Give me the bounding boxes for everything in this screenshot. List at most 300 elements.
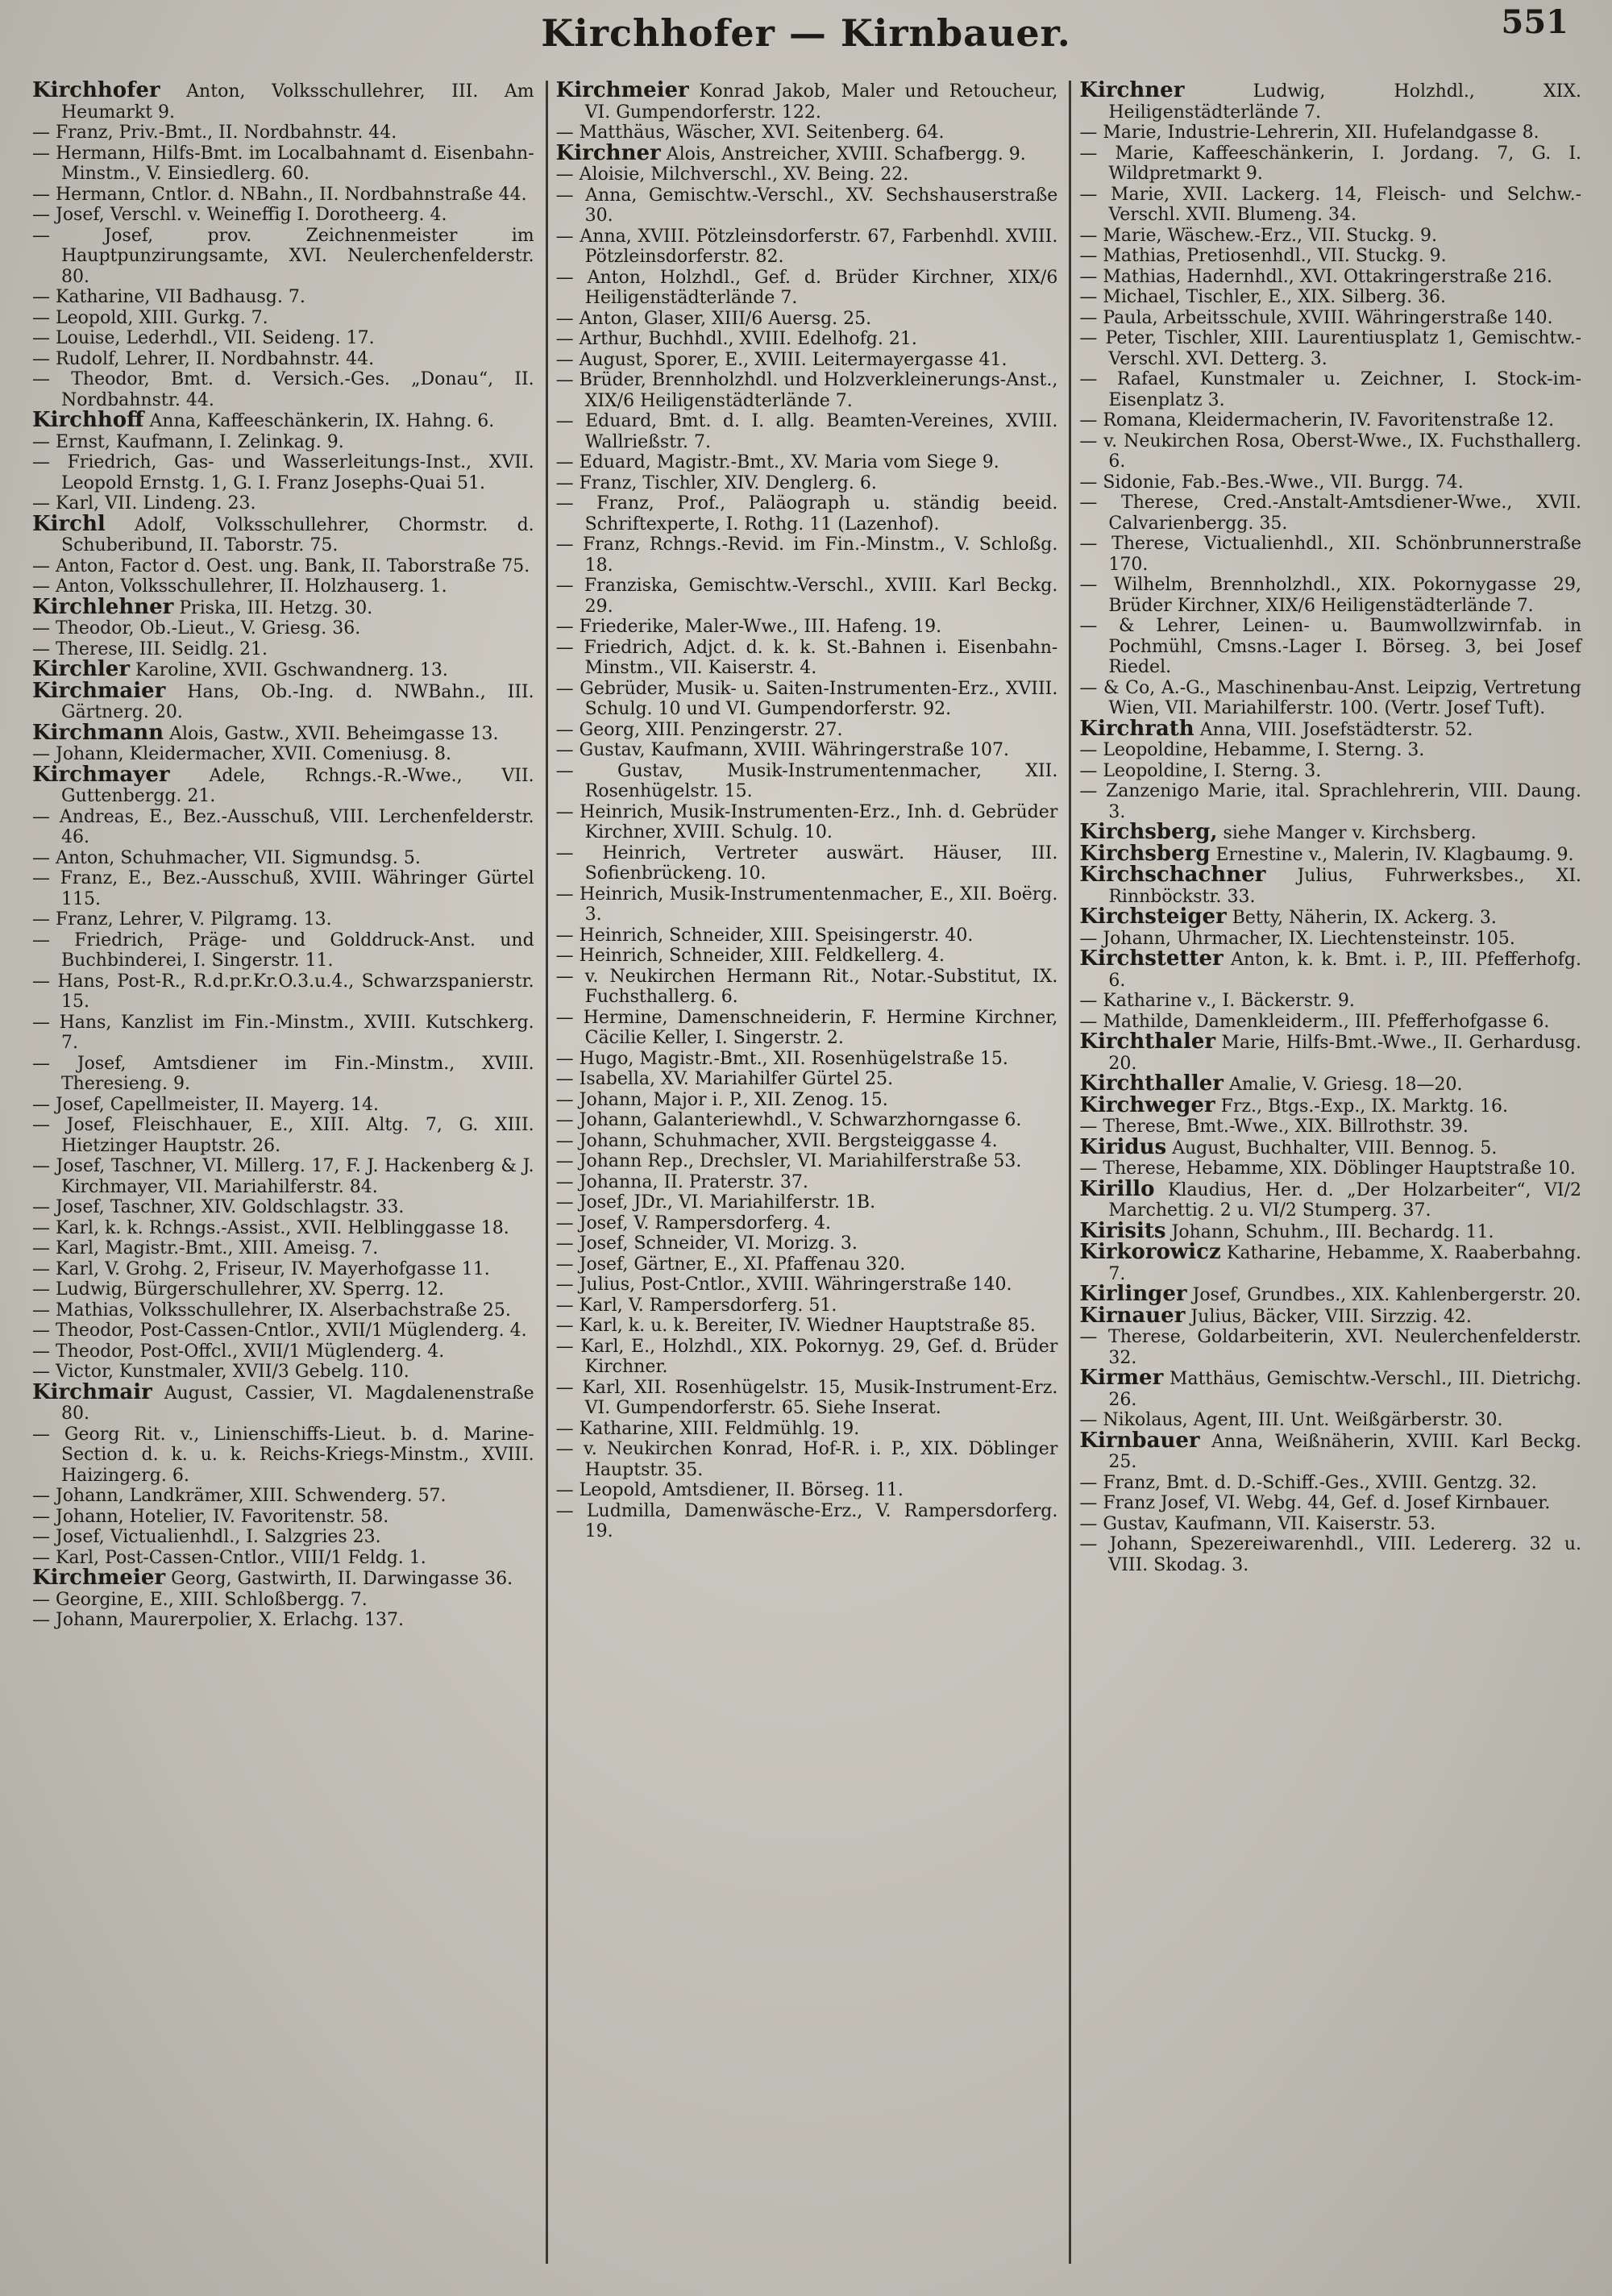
entry-text: — Rafael, Kunstmaler u. Zeichner, I. Stock-im-Eisenplatz 3. xyxy=(1079,369,1582,410)
directory-entry xyxy=(32,1115,534,1156)
directory-entry xyxy=(556,967,1058,1008)
entry-text: — Heinrich, Vertreter auswärt. Häuser, III. Sofienbrückeng. 10. xyxy=(555,842,1058,884)
entry-text: — Josef, V. Rampersdorferg. 4. xyxy=(555,1212,831,1233)
entry-text: Klaudius, Her. d. „Der Holzarbeiter“, VI/2 Marchettig. 2 u. VI/2 Stumperg. 37. xyxy=(1108,1179,1581,1221)
entry-text: — Heinrich, Schneider, XIII. Speisingerstr. 40. xyxy=(555,925,974,946)
entry-surname: Kirchweger xyxy=(1079,1092,1215,1117)
directory-entry xyxy=(32,971,534,1013)
directory-entry xyxy=(556,309,1058,330)
entry-text: — Josef, Fleischhauer, E., XIII. Altg. 7, G. XIII. Hietzinger Hauptstr. 26. xyxy=(32,1115,534,1156)
directory-entry xyxy=(556,411,1058,452)
entry-text: — Isabella, XV. Mariahilfer Gürtel 25. xyxy=(555,1069,894,1089)
directory-entry xyxy=(556,493,1058,534)
directory-entry xyxy=(1079,678,1581,719)
directory-entry xyxy=(32,349,534,370)
directory-entry xyxy=(1079,472,1581,493)
entry-text: — Katharine, XIII. Feldmühlg. 19. xyxy=(555,1418,860,1439)
entry-text: — Josef, Capellmeister, II. Mayerg. 14. xyxy=(32,1094,380,1115)
entry-text: — v. Neukirchen Hermann Rit., Notar.-Substitut, IX. Fuchsthallerg. 6. xyxy=(555,966,1058,1007)
directory-entry xyxy=(32,909,534,930)
entry-text: Adele, Rchngs.-R.-Wwe., VII. Guttenbergg. 21. xyxy=(61,765,534,806)
column-2 xyxy=(548,81,1072,2264)
entry-text: — Franz, Lehrer, V. Pilgramg. 13. xyxy=(32,909,332,930)
entry-text: — Friedrich, Gas- und Wasserleitungs-Inst., XVII. Leopold Ernstg. 1, G. I. Franz Josephs-Quai 51. xyxy=(32,452,534,493)
entry-text: — Josef, Taschner, XIV. Goldschlagstr. 33. xyxy=(32,1197,405,1217)
entry-surname: Kirchler xyxy=(32,657,131,681)
entry-surname: Kirchmeier xyxy=(555,81,689,102)
directory-entry xyxy=(32,594,534,619)
entry-text: — Anton, Glaser, XIII/6 Auersg. 25. xyxy=(555,308,872,329)
entry-text: — Karl, XII. Rosenhügelstr. 15, Musik-Instrument-Erz. VI. Gumpendorferstr. 65. Siehe Inserat. xyxy=(555,1377,1058,1418)
directory-entry xyxy=(556,164,1058,185)
entry-text: — Heinrich, Schneider, XIII. Feldkellerg. 4. xyxy=(555,946,945,966)
directory-entry xyxy=(1079,493,1581,534)
entry-text: Karoline, XVII. Gschwandnerg. 13. xyxy=(135,660,448,680)
directory-entry xyxy=(1079,308,1581,329)
entry-text: Anna, Kaffeeschänkerin, IX. Hahng. 6. xyxy=(149,411,495,431)
entry-text: — Hermine, Damenschneiderin, F. Hermine Kirchner, Cäcilie Keller, I. Singerstr. 2. xyxy=(555,1007,1058,1048)
entry-surname: Kirchl xyxy=(32,511,106,536)
directory-entry xyxy=(556,1275,1058,1296)
entry-text: Johann, Schuhm., III. Bechardg. 11. xyxy=(1171,1221,1494,1242)
entry-text: — Franz, E., Bez.-Ausschuß, XVIII. Währinger Gürtel 115. xyxy=(32,868,534,909)
entry-surname: Kirchmaier xyxy=(32,678,166,703)
entry-surname: Kirchlehner xyxy=(32,594,174,619)
entry-surname: Kirchstetter xyxy=(1079,946,1224,971)
entry-text: Julius, Fuhrwerksbes., XI. Rinnböckstr. 33. xyxy=(1108,866,1582,907)
entry-text: — Franz, Tischler, XIV. Denglerg. 6. xyxy=(555,472,877,493)
directory-entry xyxy=(32,123,534,144)
directory-entry xyxy=(32,185,534,206)
entry-text: Adolf, Volksschullehrer, Chormstr. d. Schuberibund, II. Taborstr. 75. xyxy=(61,514,534,555)
directory-entry xyxy=(556,1378,1058,1419)
directory-entry xyxy=(32,511,534,556)
directory-entry xyxy=(556,1069,1058,1090)
entry-text: — Franziska, Gemischtw.-Verschl., XVIII. Karl Beckg. 29. xyxy=(555,576,1058,617)
directory-entry xyxy=(1079,781,1581,822)
directory-entry xyxy=(556,925,1058,946)
directory-entry xyxy=(556,740,1058,761)
directory-entry xyxy=(32,1218,534,1239)
entry-text: — & Lehrer, Leinen- u. Baumwollzwirnfab. in Pochmühl, Cmsns.-Lager I. Börseg. 3, bei Josef Riedel. xyxy=(1079,616,1582,677)
directory-entry xyxy=(556,720,1058,741)
entry-surname: Kirlinger xyxy=(1079,1282,1187,1306)
entry-text: Alois, Gastw., XVII. Beheimgasse 13. xyxy=(169,723,499,744)
directory-entry xyxy=(1079,761,1581,782)
entry-text: — Mathilde, Damenkleiderm., III. Pfefferhofgasse 6. xyxy=(1079,1011,1550,1032)
directory-entry xyxy=(32,678,534,723)
directory-entry xyxy=(32,1300,534,1321)
directory-entry xyxy=(32,720,534,745)
directory-entry xyxy=(1079,431,1581,472)
directory-entry xyxy=(556,370,1058,411)
entry-text: — Theodor, Bmt. d. Versich.-Ges. „Donau“, II. Nordbahnstr. 44. xyxy=(32,369,534,410)
entry-text: — Ludmilla, Damenwäsche-Erz., V. Rampersdorferg. 19. xyxy=(555,1500,1058,1541)
directory-entry xyxy=(32,205,534,226)
directory-entry xyxy=(32,1279,534,1300)
entry-text: — Hans, Post-R., R.d.pr.Kr.O.3.u.4., Schwarzspanierstr. 15. xyxy=(32,971,534,1012)
entry-text: Ludwig, Holzhdl., XIX. Heiligenstädterlände 7. xyxy=(1108,81,1582,123)
directory-entry xyxy=(32,1238,534,1259)
entry-text: — Josef, Taschner, VI. Millerg. 17, F. J. Hackenberg & J. Kirchmayer, VII. Mariahilferstr. 84. xyxy=(32,1156,534,1197)
directory-entry xyxy=(1079,575,1581,616)
entry-text: Frz., Btgs.-Exp., IX. Marktg. 16. xyxy=(1220,1096,1509,1117)
entry-text: — Katharine, VII Badhausg. 7. xyxy=(32,287,305,307)
entry-text: Georg, Gastwirth, II. Darwingasse 36. xyxy=(171,1569,513,1589)
entry-text: Anton, k. k. Bmt. i. P., III. Pfefferhofg. 6. xyxy=(1108,950,1582,991)
directory-entry xyxy=(556,1419,1058,1440)
entry-text: — Franz, Rchngs.-Revid. im Fin.-Minstm., V. Schloßg. 18. xyxy=(555,534,1058,576)
directory-entry xyxy=(1079,1176,1581,1221)
directory-entry xyxy=(556,1316,1058,1337)
entry-text: Alois, Anstreicher, XVIII. Schafbergg. 9. xyxy=(666,144,1026,164)
column-1 xyxy=(24,81,548,2264)
entry-surname: Kirchthaler xyxy=(1079,1029,1216,1054)
directory-entry xyxy=(1079,1327,1581,1368)
directory-entry xyxy=(1079,185,1581,226)
entry-text: Betty, Näherin, IX. Ackerg. 3. xyxy=(1232,908,1497,928)
entry-text: — Johann, Kleidermacher, XVII. Comeniusg. 8. xyxy=(32,744,451,764)
entry-text: — Mathias, Pretiosenhdl., VII. Stuckg. 9. xyxy=(1079,246,1447,266)
directory-entry xyxy=(1079,1029,1582,1074)
directory-entry xyxy=(556,1172,1058,1193)
directory-entry xyxy=(556,1110,1058,1131)
entry-text: Anna, Weißnäherin, XVIII. Karl Beckg. 25. xyxy=(1108,1431,1582,1472)
directory-entry xyxy=(556,1090,1058,1111)
directory-entry xyxy=(1079,946,1582,991)
directory-entry xyxy=(556,1254,1058,1275)
entry-text: — Franz, Prof., Paläograph u. ständig beeid. Schriftexperte, I. Rothg. 11 (Lazenhof). xyxy=(555,493,1058,534)
directory-entry xyxy=(1079,1428,1582,1473)
entry-text: — Friedrich, Adjct. d. k. k. St.-Bahnen i. Eisenbahn-Minstm., VII. Kaiserstr. 4. xyxy=(555,637,1058,678)
entry-text: — Anton, Holzhdl., Gef. d. Brüder Kirchner, XIX/6 Heiligenstädterlände 7. xyxy=(555,267,1058,308)
entry-text: — v. Neukirchen Rosa, Oberst-Wwe., IX. Fuchsthallerg. 6. xyxy=(1079,430,1582,472)
directory-entry xyxy=(556,802,1058,843)
entry-text: — Sidonie, Fab.-Bes.-Wwe., VII. Burgg. 74. xyxy=(1079,472,1464,493)
entry-text: — August, Sporer, E., XVIII. Leitermayergasse 41. xyxy=(555,349,1008,370)
directory-entry xyxy=(32,1568,534,1590)
directory-entry xyxy=(32,1527,534,1548)
entry-text: — Hans, Kanzlist im Fin.-Minstm., XVIII. Kutschkerg. 7. xyxy=(32,1012,534,1053)
entry-text: — Anton, Schuhmacher, VII. Sigmundsg. 5. xyxy=(32,847,421,868)
entry-text: — Gustav, Kaufmann, XVIII. Währingerstraße 107. xyxy=(555,740,1010,760)
entry-text: Julius, Bäcker, VIII. Sirzzig. 42. xyxy=(1190,1306,1472,1327)
directory-entry xyxy=(1079,226,1581,247)
entry-text: — Gebrüder, Musik- u. Saiten-Instrumenten-Erz., XVIII. Schulg. 10 und VI. Gumpendorferstr. 92. xyxy=(555,678,1058,719)
directory-entry xyxy=(556,227,1058,268)
entry-text: — Johann Rep., Drechsler, VI. Mariahilferstraße 53. xyxy=(555,1151,1022,1171)
directory-entry xyxy=(1079,1092,1581,1117)
entry-text: — Marie, XVII. Lackerg. 14, Fleisch- und Selchw.-Verschl. XVII. Blumeng. 34. xyxy=(1079,184,1582,225)
directory-entry xyxy=(556,1213,1058,1234)
directory-entry xyxy=(556,1049,1058,1070)
entry-text: — Marie, Kaffeeschänkerin, I. Jordang. 7, G. I. Wildpretmarkt 9. xyxy=(1079,143,1582,184)
entry-surname: Kirchsteiger xyxy=(1079,905,1227,929)
entry-text: — Leopoldine, Hebamme, I. Sterng. 3. xyxy=(1079,740,1425,760)
entry-text: — Wilhelm, Brennholzhdl., XIX. Pokornygasse 29, Brüder Kirchner, XIX/6 Heiligenstädterlände 7. xyxy=(1079,575,1582,616)
entry-text: Anna, VIII. Josefstädterstr. 52. xyxy=(1199,719,1473,740)
directory-entry xyxy=(556,679,1058,720)
entry-text: — Zanzenigo Marie, ital. Sprachlehrerin, VIII. Daung. 3. xyxy=(1079,781,1582,822)
directory-entry xyxy=(1079,616,1581,678)
entry-text: — Matthäus, Wäscher, XVI. Seitenberg. 64. xyxy=(555,123,945,143)
entry-text: — Johanna, II. Praterstr. 37. xyxy=(555,1171,808,1192)
directory-entry xyxy=(32,1156,534,1197)
entry-text: — Victor, Kunstmaler, XVII/3 Gebelg. 110. xyxy=(32,1362,409,1382)
directory-entry xyxy=(1079,1534,1581,1575)
entry-text: — Franz, Priv.-Bmt., II. Nordbahnstr. 44. xyxy=(32,123,397,143)
entry-text: — Josef, Victualienhdl., I. Salzgries 23. xyxy=(32,1527,381,1547)
directory-entry xyxy=(32,1321,534,1341)
entry-text: — Karl, k. k. Rchngs.-Assist., XVII. Helblinggasse 18. xyxy=(32,1217,509,1238)
entry-surname: Kirnbauer xyxy=(1079,1428,1200,1453)
directory-entry xyxy=(1079,716,1581,741)
entry-text: — Karl, Magistr.-Bmt., XIII. Ameisg. 7. xyxy=(32,1238,379,1258)
entry-text: — Romana, Kleidermacherin, IV. Favoritenstraße 12. xyxy=(1079,410,1555,430)
entry-text: Amalie, V. Griesg. 18—20. xyxy=(1229,1075,1463,1095)
directory-entry xyxy=(1079,740,1581,761)
directory-entry xyxy=(556,576,1058,617)
directory-entry xyxy=(32,452,534,493)
entry-text: — Therese, Cred.-Anstalt-Amtsdiener-Wwe., XVII. Calvarienbergg. 35. xyxy=(1079,493,1582,534)
entry-text: — Therese, Hebamme, XIX. Döblinger Hauptstraße 10. xyxy=(1079,1158,1576,1179)
entry-surname: Kirchner xyxy=(555,140,661,165)
directory-entry xyxy=(556,1233,1058,1254)
entry-text: — Georgine, E., XIII. Schloßbergg. 7. xyxy=(32,1589,368,1610)
entry-text: — Theodor, Ob.-Lieut., V. Griesg. 36. xyxy=(32,618,361,638)
entry-text: — Johann, Schuhmacher, XVII. Bergsteiggasse 4. xyxy=(555,1130,998,1151)
entry-surname: Kirmer xyxy=(1079,1366,1164,1390)
entry-text: — Ludwig, Bürgerschullehrer, XV. Sperrg. 12. xyxy=(32,1279,445,1300)
directory-entry xyxy=(32,308,534,329)
directory-entry xyxy=(32,848,534,869)
directory-entry xyxy=(1079,1158,1581,1179)
entry-surname: Kirchmayer xyxy=(32,762,170,787)
entry-surname: Kirnauer xyxy=(1079,1303,1186,1328)
directory-entry xyxy=(32,930,534,971)
entry-text: — Therese, III. Seidlg. 21. xyxy=(32,638,268,659)
entry-text: — Georg, XIII. Penzingerstr. 27. xyxy=(555,719,843,740)
directory-entry xyxy=(1079,1514,1581,1535)
directory-entry xyxy=(1079,991,1581,1012)
entry-text: — Leopold, XIII. Gurkg. 7. xyxy=(32,307,268,328)
entry-text: — Heinrich, Musik-Instrumenten-Erz., Inh. d. Gebrüder Kirchner, XVIII. Schulg. 10. xyxy=(555,801,1058,842)
entry-surname: Kirchmair xyxy=(32,1379,152,1404)
entry-text: — Josef, JDr., VI. Mariahilferstr. 1B. xyxy=(555,1192,876,1212)
directory-entry xyxy=(1079,410,1581,431)
directory-entry xyxy=(32,226,534,288)
entry-text: — Anna, XVIII. Pötzleinsdorferstr. 67, Farbenhdl. XVIII. Pötzleinsdorferstr. 82. xyxy=(555,226,1058,267)
entry-surname: Kirisits xyxy=(1079,1218,1166,1243)
entry-text: — Mathias, Volksschullehrer, IX. Alserbachstraße 25. xyxy=(32,1300,511,1321)
entry-text: — Anton, Volksschullehrer, II. Holzhauserg. 1. xyxy=(32,576,447,597)
entry-text: — Eduard, Bmt. d. I. allg. Beamten-Vereines, XVIII. Wallrießstr. 7. xyxy=(555,411,1058,452)
directory-entry xyxy=(32,1095,534,1116)
entry-text: siehe Manger v. Kirchsberg. xyxy=(1223,823,1477,843)
directory-entry xyxy=(556,1439,1058,1480)
entry-surname: Kirchschachner xyxy=(1079,863,1266,887)
entry-text: — Josef, Schneider, VI. Morizg. 3. xyxy=(555,1233,858,1254)
entry-text: Ernestine v., Malerin, IV. Klagbaumg. 9. xyxy=(1215,844,1574,865)
entry-text: Marie, Hilfs-Bmt.-Wwe., II. Gerhardusg. 20. xyxy=(1108,1033,1582,1074)
entry-surname: Kirchhoff xyxy=(32,408,144,432)
directory-entry xyxy=(556,81,1058,123)
entry-text: — Johann, Landkrämer, XIII. Schwenderg. 57. xyxy=(32,1486,447,1506)
directory-entry xyxy=(1079,865,1581,907)
directory-entry xyxy=(556,185,1058,227)
directory-entry xyxy=(32,1507,534,1528)
entry-text: — & Co, A.-G., Maschinenbau-Anst. Leipzig, Vertretung Wien, VII. Mariahilferstr. 100. (Vertr. Josef Tuft). xyxy=(1079,677,1582,718)
directory-entry xyxy=(32,556,534,577)
entry-text: — Katharine v., I. Bäckerstr. 9. xyxy=(1079,991,1355,1011)
directory-entry xyxy=(32,1054,534,1095)
directory-entry xyxy=(1079,267,1581,288)
directory-entry xyxy=(556,638,1058,679)
directory-entry xyxy=(1079,1493,1581,1514)
entry-surname: Kirchsberg xyxy=(1079,841,1211,866)
entry-text: — Karl, V. Grohg. 2, Friseur, IV. Mayerhofgasse 11. xyxy=(32,1258,490,1279)
entry-text: — Friederike, Maler-Wwe., III. Hafeng. 19. xyxy=(555,617,942,637)
page-header xyxy=(24,0,1588,81)
entry-text: — Hermann, Cntlor. d. NBahn., II. Nordbahnstraße 44. xyxy=(32,184,527,205)
directory-entry xyxy=(32,1486,534,1507)
entry-text: — Ernst, Kaufmann, I. Zelinkag. 9. xyxy=(32,431,344,452)
directory-entry xyxy=(32,1379,534,1425)
directory-entry xyxy=(1079,1134,1581,1159)
directory-entry xyxy=(32,287,534,308)
entry-text: — Karl, VII. Lindeng. 23. xyxy=(32,493,256,514)
directory-entry xyxy=(556,1296,1058,1316)
directory-entry xyxy=(1079,123,1581,144)
directory-columns xyxy=(24,81,1593,2264)
entry-text: — Karl, k. u. k. Bereiter, IV. Wiedner Hauptstraße 85. xyxy=(555,1316,1036,1336)
directory-entry xyxy=(556,1151,1058,1172)
directory-entry xyxy=(1079,81,1581,123)
directory-entry xyxy=(32,807,534,848)
directory-entry xyxy=(1079,1473,1581,1494)
directory-entry xyxy=(1079,1242,1581,1284)
entry-text: — Aloisie, Milchverschl., XV. Being. 22. xyxy=(555,164,909,185)
entry-text: — Therese, Goldarbeiterin, XVI. Neulerchenfelderstr. 32. xyxy=(1079,1327,1582,1368)
entry-text: — Nikolaus, Agent, III. Unt. Weißgärberstr. 30. xyxy=(1079,1410,1503,1430)
directory-entry xyxy=(32,868,534,909)
directory-entry xyxy=(1079,907,1581,929)
directory-entry xyxy=(32,1590,534,1611)
entry-text: — Leopold, Amtsdiener, II. Börseg. 11. xyxy=(555,1480,904,1500)
entry-text: — Johann, Spezereiwarenhdl., VIII. Ledererg. 32 u. VIII. Skodag. 3. xyxy=(1079,1534,1582,1575)
directory-entry xyxy=(1079,144,1581,185)
directory-entry xyxy=(556,268,1058,309)
entry-text: — Karl, V. Rampersdorferg. 51. xyxy=(555,1295,837,1316)
directory-entry xyxy=(556,1501,1058,1542)
running-head: Kirchhofer — Kirnbauer. xyxy=(541,11,1071,55)
entry-text: — Theodor, Post-Offcl., XVII/1 Müglenderg. 4. xyxy=(32,1341,445,1362)
entry-text: — Franz, Bmt. d. D.-Schiff.-Ges., XVIII. Gentzg. 32. xyxy=(1079,1472,1537,1493)
entry-text: — Johann, Hotelier, IV. Favoritenstr. 58. xyxy=(32,1506,389,1527)
directory-entry xyxy=(556,1008,1058,1049)
directory-entry xyxy=(556,946,1058,967)
directory-entry xyxy=(32,618,534,639)
directory-entry xyxy=(32,81,534,123)
entry-text: — Josef, prov. Zeichnenmeister im Hauptpunzirungsamte, XVI. Neulerchenfelderstr. 80. xyxy=(32,225,534,287)
directory-entry xyxy=(556,329,1058,350)
entry-text: Konrad Jakob, Maler und Retoucheur, VI. Gumpendorferstr. 122. xyxy=(584,81,1058,123)
entry-text: — Theodor, Post-Cassen-Cntlor., XVII/1 Müglenderg. 4. xyxy=(32,1321,527,1341)
directory-entry xyxy=(556,534,1058,576)
entry-surname: Kirillo xyxy=(1079,1176,1155,1201)
entry-text: — Franz Josef, VI. Webg. 44, Gef. d. Josef Kirnbauer. xyxy=(1079,1493,1551,1513)
directory-entry xyxy=(556,1131,1058,1152)
directory-entry xyxy=(1079,1368,1581,1410)
entry-text: — Josef, Amtsdiener im Fin.-Minstm., XVIII. Theresieng. 9. xyxy=(32,1053,534,1094)
directory-entry xyxy=(32,1610,534,1631)
directory-entry xyxy=(32,1197,534,1218)
directory-entry xyxy=(32,369,534,410)
entry-text: Hans, Ob.-Ing. d. NWBahn., III. Gärtnerg. 20. xyxy=(61,681,534,722)
entry-text: — Brüder, Brennholzhdl. und Holzverkleinerungs-Anst., XIX/6 Heiligenstädterlände 7. xyxy=(555,370,1058,411)
entry-surname: Kirchmann xyxy=(32,720,164,745)
entry-text: — Andreas, E., Bez.-Ausschuß, VIII. Lerchenfelderstr. 46. xyxy=(32,806,534,847)
entry-text: — Gustav, Kaufmann, VII. Kaiserstr. 53. xyxy=(1079,1513,1436,1534)
entry-surname: Kirchner xyxy=(1079,81,1185,102)
entry-text: — Johann, Uhrmacher, IX. Liechtensteinstr. 105. xyxy=(1079,928,1515,949)
directory-entry xyxy=(1079,328,1581,369)
directory-entry xyxy=(1079,287,1581,308)
directory-entry xyxy=(556,761,1058,802)
entry-text: — Heinrich, Musik-Instrumentenmacher, E., XII. Boërg. 3. xyxy=(555,884,1058,925)
entry-text: August, Buchhalter, VIII. Bennog. 5. xyxy=(1172,1138,1498,1158)
directory-entry xyxy=(1079,1303,1581,1328)
entry-text: Anton, Volksschullehrer, III. Am Heumarkt 9. xyxy=(61,81,534,123)
entry-text: — Therese, Bmt.-Wwe., XIX. Billrothstr. 39. xyxy=(1079,1117,1469,1137)
directory-entry xyxy=(556,617,1058,638)
directory-entry xyxy=(556,843,1058,884)
directory-entry xyxy=(556,1337,1058,1378)
directory-entry xyxy=(32,432,534,453)
directory-entry xyxy=(556,473,1058,494)
entry-text: — Mathias, Hadernhdl., XVI. Ottakringerstraße 216. xyxy=(1079,266,1552,287)
entry-text: — Leopoldine, I. Sterng. 3. xyxy=(1079,760,1322,781)
directory-entry xyxy=(556,452,1058,473)
entry-surname: Kirchrath xyxy=(1079,716,1194,741)
entry-surname: Kirchthaller xyxy=(1079,1071,1224,1096)
entry-surname: Kirchsberg, xyxy=(1079,820,1218,844)
entry-text: — Johann, Maurerpolier, X. Erlachg. 137. xyxy=(32,1610,404,1630)
entry-text: — Anna, Gemischtw.-Verschl., XV. Sechshauserstraße 30. xyxy=(555,185,1058,226)
directory-entry xyxy=(1079,369,1581,410)
entry-text: — Gustav, Musik-Instrumentenmacher, XII. Rosenhügelstr. 15. xyxy=(555,760,1058,801)
entry-text: — Josef, Gärtner, E., XI. Pfaffenau 320. xyxy=(555,1254,906,1275)
entry-text: — Josef, Verschl. v. Weineffig I. Dorotheerg. 4. xyxy=(32,205,447,225)
entry-text: — Arthur, Buchhdl., XVIII. Edelhofg. 21. xyxy=(555,329,917,349)
entry-text: — Paula, Arbeitsschule, XVIII. Währingerstraße 140. xyxy=(1079,307,1553,328)
directory-entry xyxy=(32,1013,534,1054)
entry-text: — Michael, Tischler, E., XIX. Silberg. 36. xyxy=(1079,287,1447,307)
directory-entry xyxy=(556,350,1058,371)
entry-text: — Johann, Major i. P., XII. Zenog. 15. xyxy=(555,1089,888,1110)
directory-entry xyxy=(32,762,534,807)
entry-surname: Kirkorowicz xyxy=(1079,1240,1221,1264)
entry-text: — Marie, Industrie-Lehrerin, XII. Hufelandgasse 8. xyxy=(1079,123,1539,143)
entry-text: — Georg Rit. v., Linienschiffs-Lieut. b. d. Marine-Section d. k. u. k. Reichs-Kriegs-Minstm., XVIII. Haizingerg. 6. xyxy=(32,1424,534,1486)
entry-text: August, Cassier, VI. Magdalenenstraße 80. xyxy=(61,1383,534,1424)
directory-entry xyxy=(32,1259,534,1280)
entry-text: — Anton, Factor d. Oest. ung. Bank, II. Taborstraße 75. xyxy=(32,555,530,576)
directory-entry xyxy=(556,884,1058,925)
directory-entry xyxy=(1079,246,1581,267)
directory-entry xyxy=(32,1425,534,1487)
directory-entry xyxy=(556,1480,1058,1501)
